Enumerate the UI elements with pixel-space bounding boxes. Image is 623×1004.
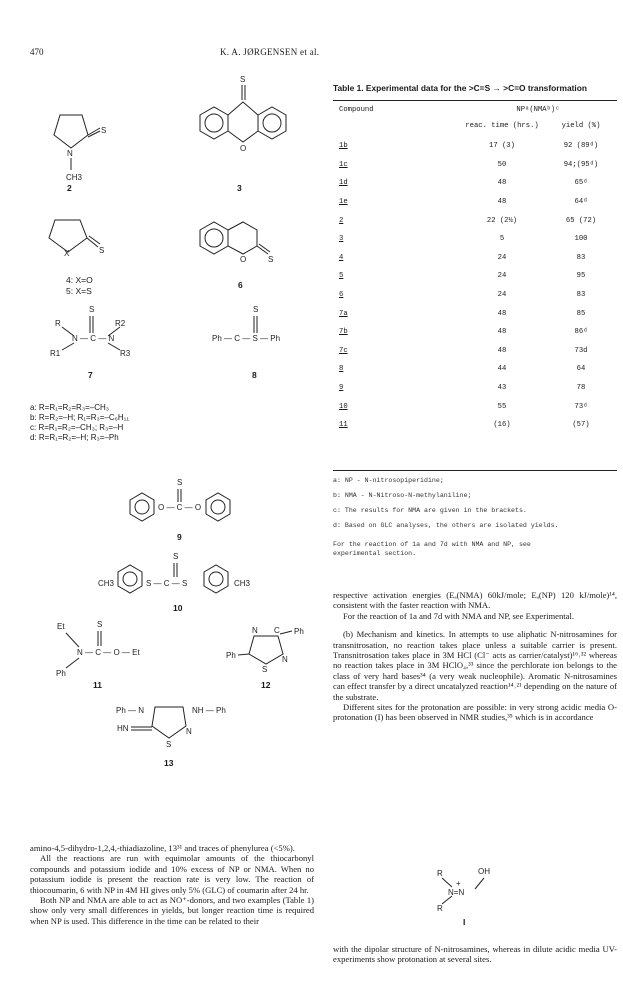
svg-text:CH3: CH3 (234, 579, 251, 588)
structure-6 (200, 222, 273, 264)
paragraph: For the reaction of 1a and 7d with NMA and NP, see Experimental. (343, 610, 575, 621)
table-row (333, 156, 617, 175)
label-2: 2 (67, 183, 72, 193)
footnote-note: For the reaction of 1a and 7d with NMA and NP, see experimental section. (333, 541, 531, 557)
footnote-a: a: NP - N-nitrosopiperidine; (333, 477, 444, 484)
cell-time: 24 (497, 272, 507, 281)
svg-text:S: S (89, 305, 95, 314)
cell-compound: 7c (339, 346, 348, 355)
table-row (333, 267, 617, 286)
left-column-text (30, 843, 314, 926)
svg-text:NH — Ph: NH — Ph (192, 706, 226, 715)
svg-text:S: S (97, 620, 103, 629)
cell-compound: 8 (339, 365, 344, 374)
svg-text:S: S (101, 126, 107, 135)
cell-yield: 73d (574, 346, 588, 355)
cell-time: 5 (499, 235, 505, 244)
cell-time: 48 (497, 346, 507, 355)
cell-yield: 94;(95ᵈ) (563, 160, 599, 169)
svg-text:R3: R3 (120, 349, 131, 358)
table-row (333, 360, 617, 379)
label-13: 13 (164, 758, 174, 768)
table-row (333, 174, 617, 193)
paragraph: respective activation energies (Eₐ(NMA) 60kJ/mole; Eₐ(NP) 120 kJ/mole)¹⁴, consistent with the faster reaction with NMA. (333, 590, 617, 611)
label-12: 12 (261, 680, 271, 690)
data-table (333, 104, 617, 435)
label-4: 4: X=O (66, 275, 93, 285)
label-10: 10 (173, 603, 183, 613)
svg-text:HN: HN (117, 724, 129, 733)
table-row (333, 304, 617, 323)
cell-time: 48 (497, 309, 507, 318)
svg-text:Ph: Ph (56, 669, 66, 678)
structure-8 (212, 305, 280, 343)
cell-time: 22 (2½) (486, 216, 518, 225)
cell-yield: 83 (576, 291, 586, 300)
cell-yield: 64ᵈ (574, 198, 588, 207)
svg-text:Ph: Ph (226, 651, 236, 660)
svg-text:S: S (173, 552, 179, 561)
svg-text:C: C (274, 626, 280, 635)
table-row (333, 379, 617, 398)
table-subheader-row (333, 115, 617, 137)
cell-time: 48 (497, 198, 507, 207)
substituent-list (30, 403, 129, 443)
table-row (333, 211, 617, 230)
cell-yield: 92 (89ᵈ) (563, 142, 599, 151)
right-column-text-top (333, 590, 617, 723)
paragraph: with the dipolar structure of N-nitrosamines, whereas in dilute acidic media UV-experiments show protonation at several sites. (333, 944, 617, 965)
cell-compound: 7b (339, 328, 348, 337)
cell-yield: (57) (572, 421, 590, 430)
cell-compound: 10 (339, 402, 348, 411)
cell-time: 48 (497, 328, 507, 337)
cell-yield: 78 (576, 384, 586, 393)
cell-compound: 1c (339, 160, 348, 169)
table-footnotes (333, 476, 573, 558)
cell-compound: 4 (339, 253, 344, 262)
cell-compound: 3 (339, 235, 344, 244)
label-7: 7 (88, 370, 93, 380)
svg-text:S: S (253, 305, 259, 314)
table-rule-bottom (333, 470, 617, 471)
svg-text:O: O (240, 255, 247, 264)
svg-text:O — C — O: O — C — O (158, 503, 202, 512)
cell-yield: 100 (574, 235, 588, 244)
footnote-b: b: NMA - N-Nitroso-N-methylaniline; (333, 492, 472, 499)
structure-4-5 (49, 220, 104, 258)
svg-text:N: N (252, 626, 258, 635)
scheme-I (437, 867, 490, 913)
cell-compound: 1d (339, 179, 348, 188)
cell-compound: 7a (339, 309, 348, 318)
table-row (333, 323, 617, 342)
cell-time: 50 (497, 160, 507, 169)
table-row (333, 416, 617, 435)
svg-text:N — C — N: N — C — N (72, 334, 115, 343)
substituent-c: c: R=R₁=R₂=–CH₃; R₃=–H (30, 423, 124, 432)
table-row (333, 397, 617, 416)
label-11: 11 (93, 680, 102, 690)
svg-text:CH3: CH3 (66, 173, 83, 182)
cell-yield: 73ᵈ (574, 402, 588, 411)
table-row (333, 230, 617, 249)
cell-time: 55 (497, 402, 507, 411)
running-header: K. A. JØRGENSEN et al. (220, 47, 320, 57)
svg-text:OH: OH (478, 867, 490, 876)
svg-text:N: N (282, 655, 288, 664)
cell-yield: 85 (576, 309, 586, 318)
substituent-b: b: R=R₂=–H; R₁=R₃=–C₆H₁₁ (30, 413, 130, 422)
cell-compound: 11 (339, 421, 348, 430)
structure-12 (226, 626, 304, 674)
cell-compound: 1b (339, 142, 348, 151)
footnote-d: d: Based on GLC analyses, the others are isolated yields. (333, 522, 559, 529)
cell-compound: 1e (339, 198, 348, 207)
paragraph: Different sites for the protonation are possible: in very strong acidic media O-protonation (I) has been observed in NMR studies,³⁵ which is in accordance (333, 702, 617, 723)
cell-yield: 95 (576, 272, 586, 281)
svg-text:S: S (99, 246, 105, 255)
substituent-d: d: R=R₁=R₂=–H; R₃=–Ph (30, 433, 119, 442)
cell-time: 48 (497, 179, 507, 188)
cell-compound: 6 (339, 291, 344, 300)
col-group: NPᵃ(NMAᵇ)ᶜ (516, 105, 560, 114)
footnote-c: c: The results for NMA are given in the brackets. (333, 507, 527, 514)
svg-text:X: X (64, 249, 70, 258)
cell-yield: 83 (576, 253, 586, 262)
structure-9 (130, 478, 230, 521)
cell-compound: 5 (339, 272, 344, 281)
structure-7 (50, 305, 131, 358)
label-8: 8 (252, 370, 257, 380)
table-row (333, 193, 617, 212)
cell-compound: 9 (339, 384, 344, 393)
structure-2 (54, 115, 106, 182)
svg-text:N: N (67, 149, 73, 158)
structure-11 (56, 620, 140, 678)
label-6: 6 (238, 280, 243, 290)
svg-text:S: S (268, 255, 274, 264)
table-row (333, 249, 617, 268)
svg-text:R1: R1 (50, 349, 61, 358)
svg-text:Ph — C — S — Ph: Ph — C — S — Ph (212, 334, 281, 343)
table-caption: Table 1. Experimental data for the >C=S → >C=O transformation (333, 83, 587, 93)
cell-compound: 2 (339, 216, 344, 225)
cell-time: 43 (497, 384, 507, 393)
svg-text:Ph: Ph (294, 627, 304, 636)
svg-text:R: R (437, 869, 443, 878)
paragraph: All the reactions are run with equimolar amounts of the thiocarbonyl compounds and potassium iodide and 10% excess of NP or NMA. When no potassium iodide is present the reaction rate is very low. The reaction of thiocoumarin, 6 with NP in 4M HI gives only 5% (GLC) of coumarin after 24 hr. (30, 853, 314, 895)
cell-time: (16) (493, 421, 511, 430)
svg-text:Et: Et (57, 622, 65, 631)
svg-text:S: S (177, 478, 183, 487)
cell-time: 24 (497, 253, 507, 262)
substituent-a: a: R=R₁=R₂=R₃=–CH₃ (30, 403, 110, 412)
cell-time: 44 (497, 365, 507, 374)
structure-3 (200, 75, 286, 153)
structure-10 (98, 552, 251, 593)
cell-yield: 64 (576, 365, 586, 374)
svg-text:N — C — O — Et: N — C — O — Et (77, 648, 140, 657)
structure-13 (116, 706, 226, 749)
paragraph: amino-4,5-dihydro-1,2,4,-thiadiazoline, 13³¹ and traces of phenylurea (<5%). (30, 843, 295, 853)
svg-text:Ph — N: Ph — N (116, 706, 145, 715)
svg-text:S — C — S: S — C — S (146, 579, 188, 588)
cell-yield: 65ᵈ (574, 179, 588, 188)
right-column-text-bottom (333, 944, 617, 965)
svg-text:+: + (456, 879, 461, 888)
table-rule-top (333, 100, 617, 101)
label-5: 5: X=S (66, 286, 92, 296)
cell-time: 24 (497, 291, 507, 300)
label-3: 3 (237, 183, 242, 193)
svg-text:R2: R2 (115, 319, 126, 328)
table-row (333, 137, 617, 156)
col-time: reac. time (hrs.) (465, 122, 539, 130)
svg-text:CH3: CH3 (98, 579, 115, 588)
table-row (333, 286, 617, 305)
table-header-row (333, 104, 617, 115)
col-compound: Compound (339, 105, 374, 114)
cell-yield: 65 (72) (565, 216, 597, 225)
col-yield: yield (%) (561, 122, 601, 130)
paragraph: Both NP and NMA are able to act as NO⁺-donors, and two examples (Table 1) show only very small differences in yields, but longer reaction time is required when NP is used. This difference in the time can be related to their (30, 895, 314, 926)
page-number: 470 (30, 47, 44, 57)
scheme-label: I (463, 917, 466, 927)
svg-text:R: R (437, 904, 443, 913)
svg-text:N=N: N=N (448, 888, 465, 897)
svg-text:O: O (240, 144, 247, 153)
paragraph: (b) Mechanism and kinetics. In attempts to use aliphatic N-nitrosamines for transnitrosation, no reaction takes place unless a suitable carrier is present. Transnitrosation takes place in 3M HCl (Cl⁻ acts as carrier/catalyst)¹⁶˒³² whereas no reaction takes place in 3M HClO₄,³³ since the perchlorate ion belongs to the class of very hard bases³⁴ (a very weak nucleophile). Aromatic N-nitrosamines can effect transfer by a direct uncatalyzed reaction¹⁴˒²¹ depending on the nature of the substrate. (333, 629, 617, 702)
svg-text:S: S (240, 75, 246, 84)
svg-text:S: S (262, 665, 268, 674)
label-9: 9 (177, 532, 182, 542)
svg-text:N: N (186, 727, 192, 736)
svg-text:S: S (166, 740, 172, 749)
cell-yield: 86ᵈ (574, 328, 588, 337)
svg-text:R: R (55, 319, 61, 328)
table-row (333, 342, 617, 361)
cell-time: 17 (3) (489, 142, 515, 151)
